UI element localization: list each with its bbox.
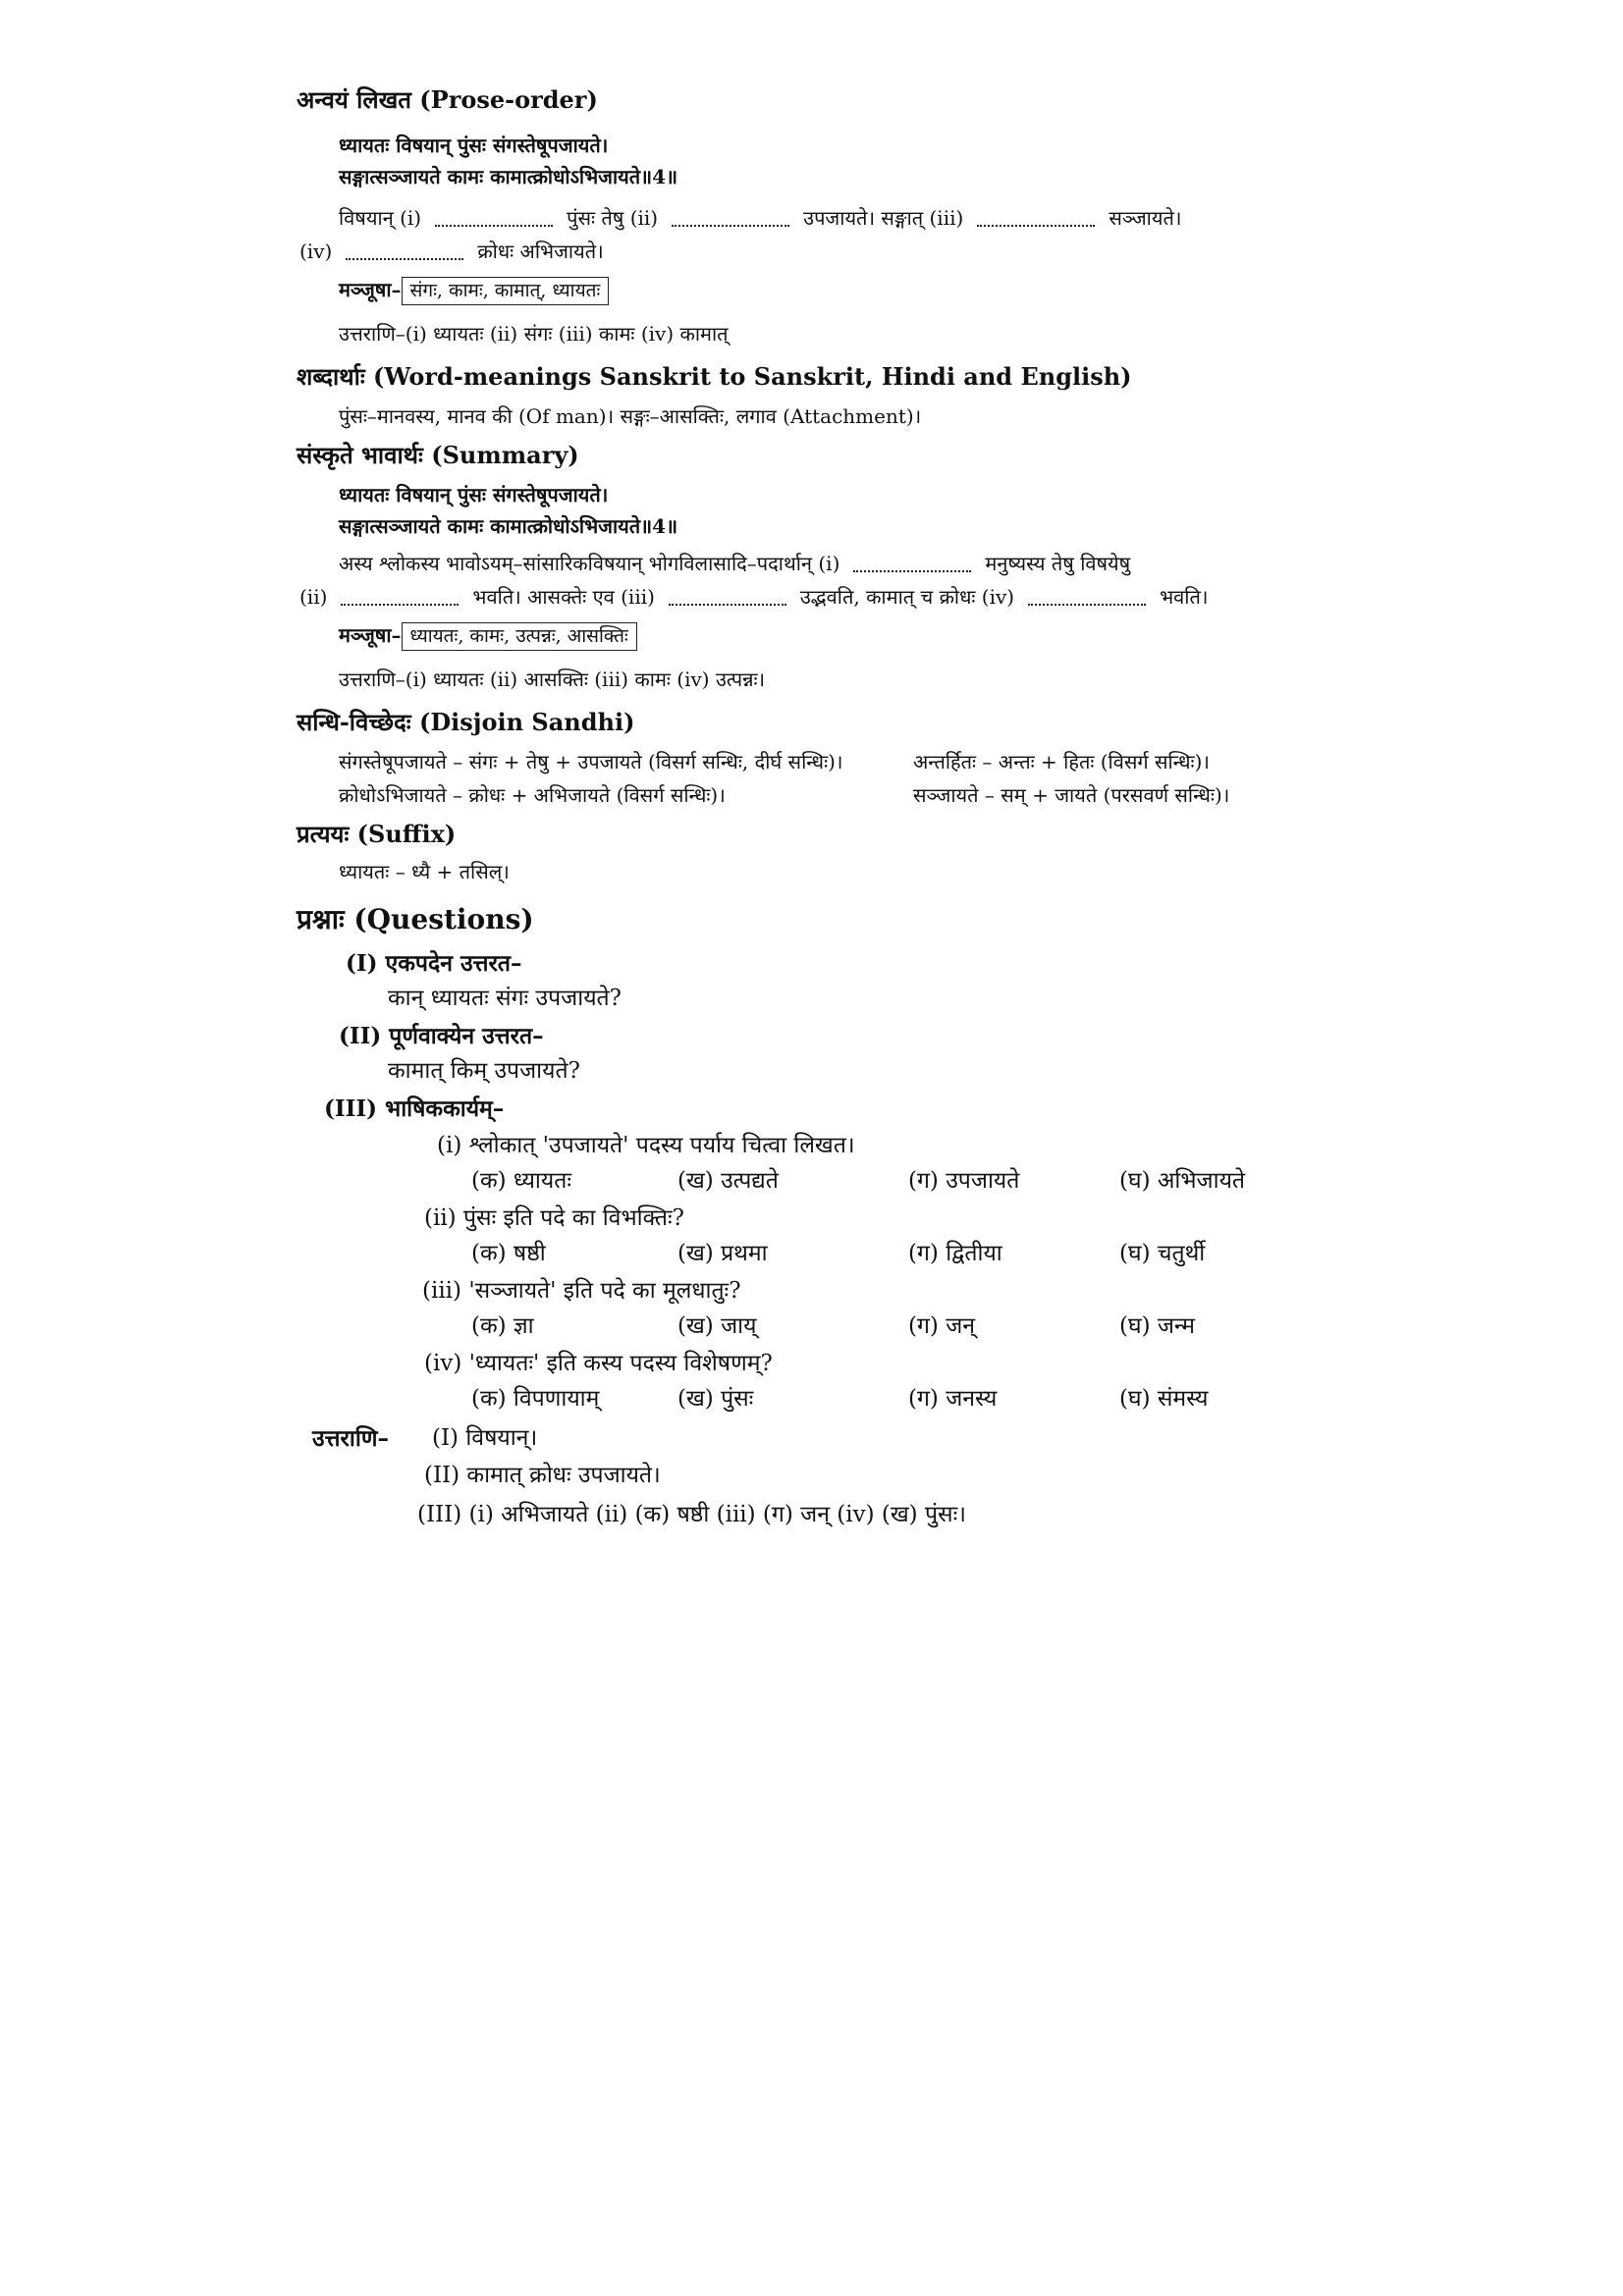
mcq-option: (ग) द्वितीया [908,1241,1002,1266]
anvaya-answers: उत्तराणि–(i) ध्यायतः (ii) संगः (iii) कामः (iv) कामात् [339,322,729,346]
answer-2: (II) कामात् क्रोधः उपजायते। [424,1463,661,1488]
pratyaya-heading: प्रत्ययः (Suffix) [297,820,457,848]
manjusha-box: संगः, कामः, कामात्, ध्यायतः [402,277,610,305]
anvaya-heading: अन्वयं लिखत (Prose-order) [297,85,598,114]
question-3-label: (III) भाषिककार्यम्– [324,1095,505,1122]
sandhi-row-1-right: अन्तर्हितः – अन्तः + हितः (विसर्ग सन्धिः)। [913,750,1210,774]
answer-1: (I) विषयान्। [432,1425,538,1451]
mcq-option: (ख) प्रथमा [677,1241,768,1266]
question-2-text: कामात् किम् उपजायते? [388,1058,580,1084]
bhavartha-answers: उत्तराणि–(i) ध्यायतः (ii) आसक्तिः (iii) कामः (iv) उत्पन्नः। [339,667,766,691]
anvaya-verse-line-1: ध्यायतः विषयान् पुंसः संगस्तेषूपजायते। [339,133,609,157]
blank [853,559,971,572]
mcq-option: (घ) जन्म [1119,1313,1195,1339]
sandhi-row-1-left: संगस्तेषूपजायते – संगः + तेषु + उपजायते (विसर्ग सन्धिः, दीर्घ सन्धिः)। [339,750,843,774]
blank [669,592,786,606]
question-2-label: (II) पूर्णवाक्येन उत्तरत– [339,1023,544,1049]
mcq-option: (क) ध्यायतः [471,1168,571,1194]
mcq-option: (ख) उत्पद्यते [677,1168,779,1194]
shabdartha-heading: शब्दार्थाः (Word-meanings Sanskrit to Sanskrit, Hindi and English) [297,362,1132,391]
shabdartha-text: पुंसः–मानवस्य, मानव की (Of man)। सङ्गः–आसक्तिः, लगाव (Attachment)। [339,404,922,428]
pratyaya-text: ध्यायतः – ध्यै + तसिल्। [339,860,510,883]
mcq-option: (क) ज्ञा [471,1313,534,1339]
mcq-option: (घ) चतुर्थी [1119,1241,1206,1266]
mcq-question-1: (i) श्लोकात् 'उपजायते' पदस्य पर्याय चित्वा लिखत। [437,1133,855,1158]
mcq-option: (ग) जनस्य [908,1386,998,1412]
bhavartha-verse-line-1: ध्यायतः विषयान् पुंसः संगस्तेषूपजायते। [339,483,609,507]
mcq-option: (ग) जन् [908,1313,976,1339]
mcq-question-2: (ii) पुंसः इति पदे का विभक्तिः? [424,1205,685,1231]
blank [977,213,1095,227]
mcq-option: (क) विपणायाम् [471,1386,600,1412]
question-1-text: कान् ध्यायतः संगः उपजायते? [388,986,622,1011]
mcq-option: (ग) उपजायते [908,1168,1020,1194]
anvaya-fill-line-2: (iv) क्रोधः अभिजायते। [299,240,604,263]
sandhi-row-2-left: क्रोधोऽभिजायते – क्रोधः + अभिजायते (विसर्ग सन्धिः)। [339,783,726,807]
mcq-question-3: (iii) 'सञ्जायते' इति पदे का मूलधातुः? [422,1278,741,1304]
anvaya-fill-line-1: विषयान् (i) पुंसः तेषु (ii) उपजायते। सङ्गात् (iii) सञ्जायते। [339,206,1182,230]
question-1-label: (I) एकपदेन उत्तरत– [346,950,522,977]
bhavartha-fill-line-2: (ii) भवति। आसक्तेः एव (iii) उद्भवति, कामात् च क्रोधः (iv) भवति। [299,585,1209,609]
mcq-option: (ख) पुंसः [677,1386,754,1412]
manjusha-box: ध्यायतः, कामः, उत्पन्नः, आसक्तिः [402,622,637,651]
blank [341,592,459,606]
mcq-question-4: (iv) 'ध्यायतः' इति कस्य पदस्य विशेषणम्? [424,1351,773,1376]
mcq-option: (ख) जाय् [677,1313,757,1339]
blank [346,246,463,260]
blank [435,213,553,227]
anvaya-verse-line-2: सङ्गात्सञ्जायते कामः कामात्क्रोधोऽभिजायते॥4॥ [339,165,678,188]
sandhi-row-2-right: सञ्जायते – सम् + जायते (परसवर्ण सन्धिः)। [913,783,1230,807]
questions-heading: प्रश्नाः (Questions) [297,903,534,935]
blank [672,213,789,227]
bhavartha-manjusha: मञ्जूषा– ध्यायतः, कामः, उत्पन्नः, आसक्तिः [339,622,637,651]
mcq-option: (घ) अभिजायते [1119,1168,1246,1194]
bhavartha-fill-line-1: अस्य श्लोकस्य भावोऽयम्–सांसारिकविषयान् भोगविलासादि–पदार्थान् (i) मनुष्यस्य तेषु विषयेषु [339,552,1131,575]
sandhi-heading: सन्धि-विच्छेदः (Disjoin Sandhi) [297,708,635,736]
blank [1028,592,1146,606]
anvaya-manjusha: मञ्जूषा– संगः, कामः, कामात्, ध्यायतः [339,277,609,305]
bhavartha-heading: संस्कृते भावार्थः (Summary) [297,441,579,469]
answers-label: उत्तराणि– [312,1425,389,1452]
mcq-option: (घ) संमस्य [1119,1386,1209,1412]
answer-3: (III) (i) अभिजायते (ii) (क) षष्ठी (iii) (ग) जन् (iv) (ख) पुंसः। [417,1502,966,1527]
mcq-option: (क) षष्ठी [471,1241,546,1266]
bhavartha-verse-line-2: सङ्गात्सञ्जायते कामः कामात्क्रोधोऽभिजायते॥4॥ [339,514,678,538]
